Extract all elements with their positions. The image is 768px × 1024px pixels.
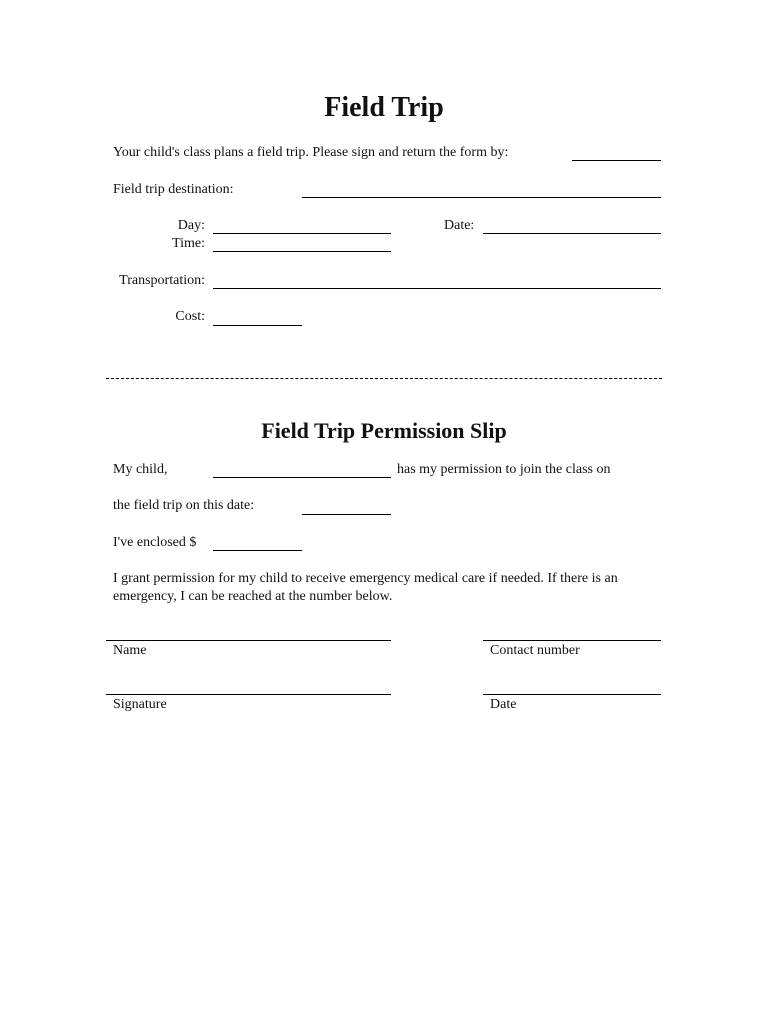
name-field[interactable] [106,640,391,641]
time-field[interactable] [213,251,391,252]
signature-date-label: Date [490,697,517,712]
transportation-field[interactable] [213,288,661,289]
time-label: Time: [172,236,205,251]
signature-field[interactable] [106,694,391,695]
transportation-label: Transportation: [119,273,205,288]
child-name-field[interactable] [213,477,391,478]
day-field[interactable] [213,233,391,234]
date-label: Date: [444,218,475,233]
enclosed-label: I've enclosed $ [113,535,197,550]
medical-text: I grant permission for my child to receive emergency medical care if needed. If there is an emergency, I can be reached at the number below. [113,571,618,604]
contact-number-field[interactable] [483,640,661,641]
cost-label: Cost: [175,309,205,324]
slip-title: Field Trip Permission Slip [261,418,507,443]
permission-text: has my permission to join the class on [397,462,611,477]
destination-field[interactable] [302,197,661,198]
destination-label: Field trip destination: [113,182,234,197]
field-trip-date-label: the field trip on this date: [113,498,255,513]
return-by-field[interactable] [572,160,661,161]
contact-number-label: Contact number [490,643,580,658]
cut-line [106,378,662,379]
date-field[interactable] [483,233,661,234]
field-trip-date-field[interactable] [302,514,391,515]
enclosed-amount-field[interactable] [213,550,302,551]
day-label: Day: [177,218,205,233]
form-title: Field Trip [324,92,444,123]
my-child-label: My child, [113,462,168,477]
intro-text: Your child's class plans a field trip. Please sign and return the form by: [113,145,509,160]
signature-date-field[interactable] [483,694,661,695]
signature-label: Signature [113,697,167,712]
name-label: Name [113,643,147,658]
cost-field[interactable] [213,325,302,326]
